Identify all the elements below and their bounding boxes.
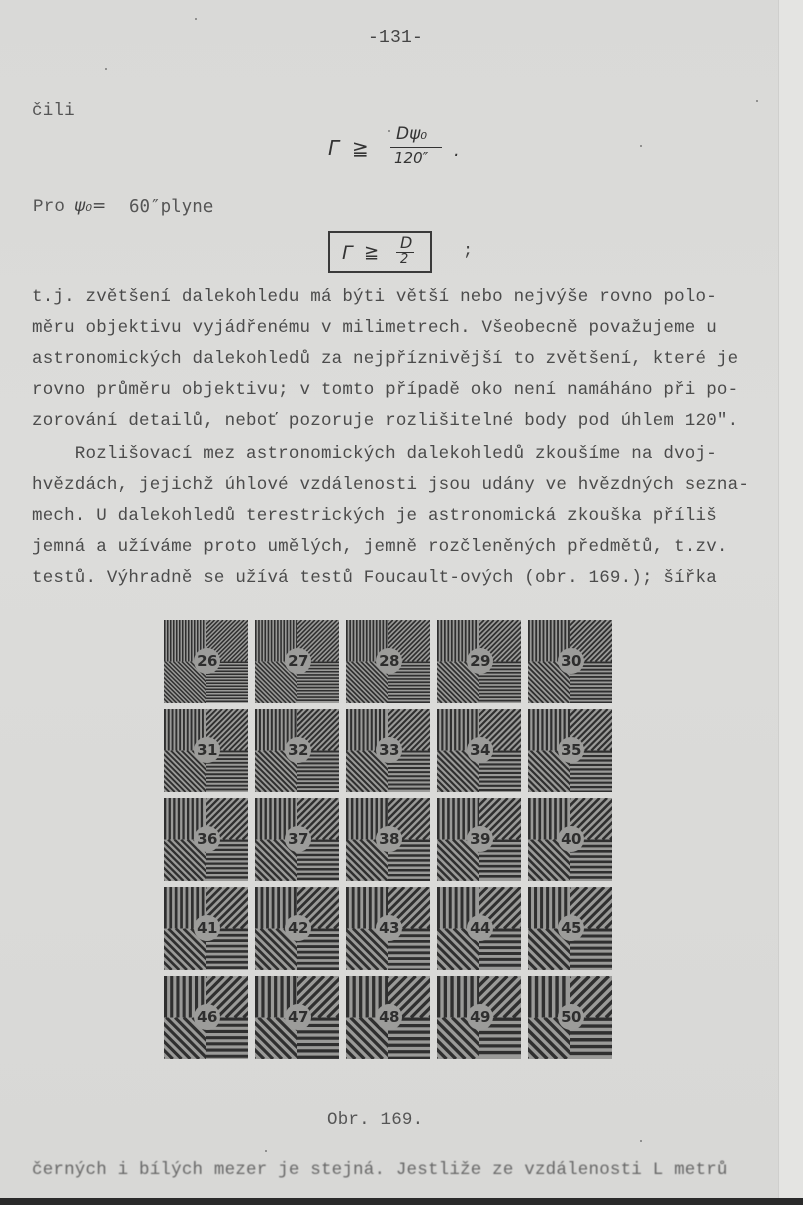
test-pattern-tile [346, 976, 430, 1059]
boxed-formula-lhs: Γ [342, 242, 353, 264]
tile-number-label: 40 [558, 826, 584, 852]
tile-number-label: 43 [376, 915, 402, 941]
pro-symbol: ψ₀= [74, 196, 107, 216]
tile-number-label: 37 [285, 826, 311, 852]
tile-number-label: 38 [376, 826, 402, 852]
scan-bottom-edge [0, 1198, 803, 1205]
paragraph1-line: t.j. zvětšení dalekohledu má býti větší nebo nejvýše rovno polo- [32, 287, 717, 307]
tile-number-label: 48 [376, 1004, 402, 1030]
boxed-formula [328, 231, 432, 273]
paragraph1-line: astronomických dalekohledů za nejpříznivější to zvětšení, které je [32, 349, 739, 369]
tile-number-label: 42 [285, 915, 311, 941]
paragraph2-line: jemná a užíváme proto umělých, jemně rozčleněných předmětů, t.zv. [32, 537, 728, 557]
test-pattern-tile [437, 976, 521, 1059]
tile-number-label: 29 [467, 648, 493, 674]
tile-number-label: 36 [194, 826, 220, 852]
tile-number-label: 47 [285, 1004, 311, 1030]
test-pattern-tile [437, 709, 521, 792]
fraction-bar [390, 147, 442, 148]
scan-speck [105, 68, 107, 70]
test-pattern-tile [164, 976, 248, 1059]
test-pattern-tile [528, 887, 612, 970]
test-pattern-tile [346, 620, 430, 703]
paragraph2-line: mech. U dalekohledů terestrických je astronomická zkouška příliš [32, 506, 717, 526]
tile-number-label: 45 [558, 915, 584, 941]
word-cili: čili [32, 101, 75, 121]
paragraph1-line: měru objektivu vyjádřenému v milimetrech. Všeobecně považujeme u [32, 318, 717, 338]
test-pattern-tile [255, 976, 339, 1059]
test-pattern-tile [255, 887, 339, 970]
tile-number-label: 34 [467, 737, 493, 763]
paragraph2-line: Rozlišovací mez astronomických dalekohledů zkoušíme na dvoj- [32, 444, 717, 464]
paragraph1-line: rovno průměru objektivu; v tomto případě oko není namáháno při po- [32, 380, 739, 400]
formula-relation: ≧ [352, 136, 369, 160]
pro-prefix: Pro [33, 197, 66, 217]
test-pattern-tile [164, 798, 248, 881]
continuation-line: černých i bílých mezer je stejná. Jestliže ze vzdálenosti L metrů [32, 1160, 728, 1180]
test-pattern-tile [528, 620, 612, 703]
test-pattern-tile [437, 887, 521, 970]
boxed-formula-trailing: ; [463, 242, 474, 261]
tile-number-label: 35 [558, 737, 584, 763]
test-pattern-tile [255, 798, 339, 881]
scan-edge-strip [778, 0, 803, 1205]
formula-lhs: Γ [328, 136, 340, 160]
test-pattern-tile [255, 709, 339, 792]
formula-denominator: 120″ [394, 149, 429, 167]
scan-speck [195, 18, 197, 20]
test-pattern-tile [346, 709, 430, 792]
scan-speck [388, 130, 390, 132]
tile-number-label: 41 [194, 915, 220, 941]
formula-numerator: Dψ₀ [396, 124, 428, 144]
test-pattern-tile [528, 976, 612, 1059]
paragraph2-line: testů. Výhradně se užívá testů Foucault-ových (obr. 169.); šířka [32, 568, 717, 588]
boxed-formula-relation: ≧ [364, 242, 380, 263]
test-pattern-tile [255, 620, 339, 703]
foucault-test-figure [164, 620, 616, 1064]
tile-number-label: 39 [467, 826, 493, 852]
test-pattern-tile [437, 798, 521, 881]
tile-number-label: 44 [467, 915, 493, 941]
tile-number-label: 46 [194, 1004, 220, 1030]
boxed-formula-numerator: D [400, 233, 413, 252]
paragraph1-line: zorování detailů, neboť pozoruje rozlišitelné body pod úhlem 120″. [32, 411, 739, 431]
test-pattern-tile [164, 887, 248, 970]
test-pattern-tile [164, 709, 248, 792]
tile-number-label: 28 [376, 648, 402, 674]
tile-number-label: 26 [194, 648, 220, 674]
formula-trailing: . [454, 140, 460, 161]
tile-number-label: 50 [558, 1004, 584, 1030]
paragraph2-line: hvězdách, jejichž úhlové vzdálenosti jsou udány ve hvězdných sezna- [32, 475, 750, 495]
figure-caption: Obr. 169. [327, 1110, 424, 1130]
test-pattern-tile [164, 620, 248, 703]
scan-speck [640, 145, 642, 147]
tile-number-label: 27 [285, 648, 311, 674]
test-pattern-tile [528, 709, 612, 792]
scan-speck [640, 1140, 642, 1142]
pro-rest: 60″plyne [129, 197, 214, 217]
test-pattern-tile [437, 620, 521, 703]
boxed-formula-denominator: 2 [400, 252, 409, 267]
tile-number-label: 32 [285, 737, 311, 763]
tile-number-label: 30 [558, 648, 584, 674]
scan-speck [265, 1150, 267, 1152]
page-number: -131- [368, 28, 424, 48]
scan-speck [756, 100, 758, 102]
tile-number-label: 33 [376, 737, 402, 763]
test-pattern-tile [346, 798, 430, 881]
test-pattern-tile [528, 798, 612, 881]
tile-number-label: 31 [194, 737, 220, 763]
test-pattern-tile [346, 887, 430, 970]
tile-number-label: 49 [467, 1004, 493, 1030]
